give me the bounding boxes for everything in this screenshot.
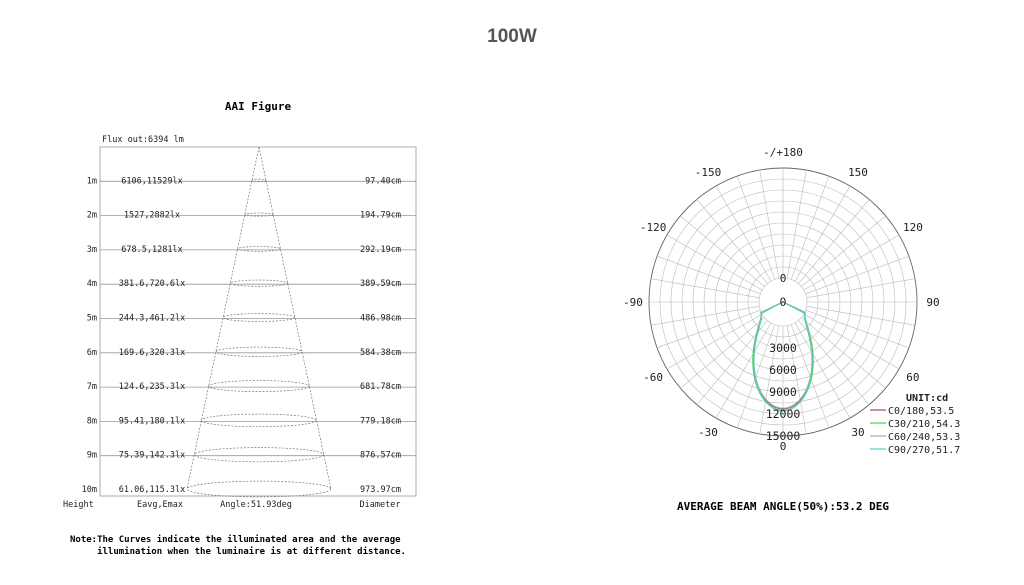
legend-entry: C0/180,53.5 bbox=[888, 406, 955, 417]
polar-grid-spoke bbox=[657, 310, 760, 348]
polar-grid-spoke bbox=[657, 256, 760, 294]
radial-tick-label: 9000 bbox=[769, 385, 797, 399]
row-illuminance-label: 75.39,142.3lx bbox=[118, 450, 186, 461]
row-diameter-label: 779.18cm bbox=[360, 416, 401, 427]
legend-entry: C90/270,51.7 bbox=[888, 445, 961, 456]
polar-grid-spoke bbox=[807, 306, 915, 325]
row-height-label: 7m bbox=[86, 382, 97, 393]
polar-grid-spoke bbox=[651, 306, 759, 325]
column-header-diameter: Diameter bbox=[359, 500, 401, 510]
row-illuminance-label: 169.6,320.3lx bbox=[118, 347, 186, 358]
note-line-1: Note:The Curves indicate the illuminated area and the average bbox=[70, 535, 401, 545]
polar-grid-spoke bbox=[737, 176, 775, 279]
row-diameter-label: 97.40cm bbox=[365, 176, 401, 187]
row-diameter-label: 876.57cm bbox=[360, 450, 401, 461]
row-height-label: 6m bbox=[86, 347, 97, 358]
radial-tick-label: 3000 bbox=[769, 341, 797, 355]
angle-label: 90 bbox=[926, 296, 940, 309]
polar-grid-spoke bbox=[806, 256, 909, 294]
angle-label: -60 bbox=[643, 371, 664, 384]
angle-label: 0 bbox=[779, 272, 787, 285]
polar-grid-spoke bbox=[791, 176, 829, 279]
note-line-2: illumination when the luminaire is at different distance. bbox=[70, 547, 406, 557]
polar-grid-spoke bbox=[807, 279, 915, 298]
legend-entry: C30/210,54.3 bbox=[888, 419, 961, 430]
row-height-label: 9m bbox=[86, 450, 97, 461]
polar-grid-spoke bbox=[806, 310, 909, 348]
row-illuminance-label: 678.5,1281lx bbox=[121, 244, 183, 255]
angle-label: -120 bbox=[639, 221, 667, 234]
polar-grid-spoke bbox=[801, 317, 885, 388]
angle-label: 60 bbox=[906, 371, 920, 384]
row-height-label: 2m bbox=[86, 210, 97, 221]
polar-grid-spoke bbox=[760, 170, 779, 278]
row-height-label: 3m bbox=[86, 244, 97, 255]
radial-tick-label: 0 bbox=[779, 295, 787, 309]
row-diameter-label: 292.19cm bbox=[360, 244, 401, 255]
average-beam-angle: AVERAGE BEAM ANGLE(50%):53.2 DEG bbox=[677, 500, 889, 513]
polar-grid-spoke bbox=[787, 170, 806, 278]
row-illuminance-label: 124.6,235.3lx bbox=[118, 382, 186, 393]
aai-figure-title: AAI Figure bbox=[224, 100, 292, 113]
polar-grid-spoke bbox=[680, 216, 764, 287]
column-header-illuminance: Eavg,Emax bbox=[136, 500, 184, 510]
angle-label: -/+180 bbox=[763, 146, 803, 159]
row-diameter-label: 973.97cm bbox=[360, 485, 401, 495]
row-diameter-label: 194.79cm bbox=[360, 210, 401, 221]
row-diameter-label: 389.59cm bbox=[360, 279, 401, 290]
radial-tick-label: 6000 bbox=[769, 363, 797, 377]
polar-grid-spoke bbox=[680, 317, 764, 388]
angle-label: -150 bbox=[694, 166, 722, 180]
row-height-label: 8m bbox=[86, 416, 97, 427]
unit-label: UNIT:cd bbox=[906, 393, 949, 404]
angle-label: 150 bbox=[848, 166, 868, 180]
row-illuminance-label: 244.3,461.2lx bbox=[118, 313, 186, 324]
polar-grid-spoke bbox=[651, 279, 759, 298]
polar-grid-spoke bbox=[697, 199, 768, 283]
row-height-label: 1m bbox=[86, 176, 97, 187]
row-height-label: 10m bbox=[81, 485, 97, 495]
angle-label: 120 bbox=[902, 221, 923, 234]
column-header-height: Height bbox=[63, 500, 94, 510]
row-illuminance-label: 6106,11529lx bbox=[121, 176, 183, 187]
row-diameter-label: 584.38cm bbox=[360, 347, 401, 358]
row-illuminance-label: 1527,2882lx bbox=[123, 210, 181, 221]
angle-label: -90 bbox=[623, 296, 643, 309]
angle-label: 30 bbox=[851, 425, 865, 439]
row-diameter-label: 486.98cm bbox=[360, 313, 401, 324]
flux-out-label: Flux out:6394 lm bbox=[102, 135, 184, 145]
row-illuminance-label: 95.41,180.1lx bbox=[118, 416, 186, 427]
column-header-angle: Angle:51.93deg bbox=[220, 500, 292, 510]
polar-grid-spoke bbox=[801, 216, 885, 287]
row-illuminance-label: 61.06,115.3lx bbox=[118, 485, 186, 495]
aai-note bbox=[70, 534, 406, 558]
legend-entry: C60/240,53.3 bbox=[888, 432, 961, 443]
polar-grid-spoke bbox=[798, 199, 869, 283]
radial-tick-label: 12000 bbox=[765, 407, 801, 421]
row-illuminance-label: 381.6,720.6lx bbox=[118, 279, 186, 290]
row-height-label: 4m bbox=[86, 279, 97, 290]
angle-label: -30 bbox=[698, 425, 718, 439]
angle-label-bottom: 0 bbox=[779, 440, 787, 453]
row-diameter-label: 681.78cm bbox=[360, 382, 401, 393]
row-height-label: 5m bbox=[86, 313, 97, 324]
radial-tick-label: 15000 bbox=[765, 429, 801, 443]
page-title: 100W bbox=[487, 26, 537, 47]
